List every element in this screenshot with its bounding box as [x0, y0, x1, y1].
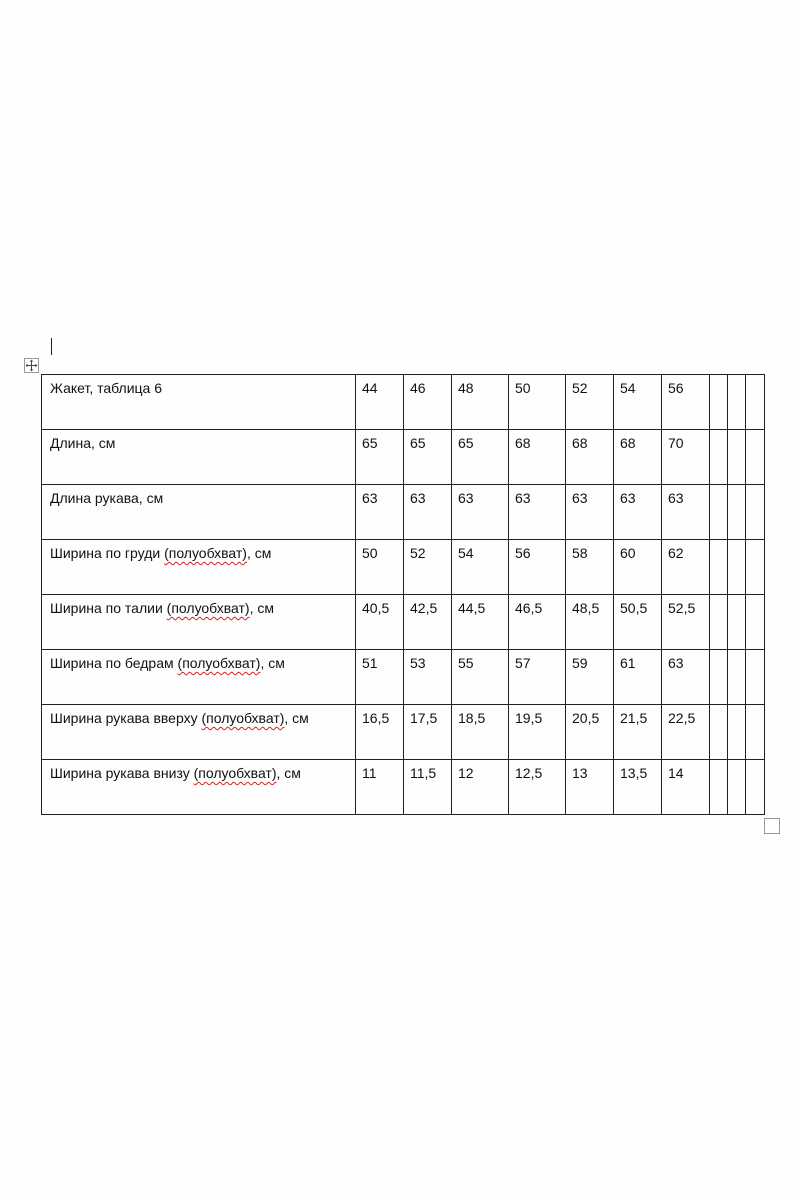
- empty-cell[interactable]: [746, 650, 765, 705]
- size-value-cell[interactable]: 22,5: [662, 705, 710, 760]
- table-row: [42, 595, 765, 650]
- size-value-cell[interactable]: 68: [614, 430, 662, 485]
- spellcheck-flagged-word: (полуобхват): [177, 655, 261, 671]
- empty-cell[interactable]: [710, 760, 728, 815]
- table-row: [42, 375, 765, 430]
- size-value-cell[interactable]: 11,5: [404, 760, 452, 815]
- size-value-cell[interactable]: 63: [356, 485, 404, 540]
- size-value-cell[interactable]: 58: [566, 540, 614, 595]
- size-value-cell[interactable]: 42,5: [404, 595, 452, 650]
- size-value-cell[interactable]: 68: [566, 430, 614, 485]
- size-value-cell[interactable]: 63: [614, 485, 662, 540]
- size-value-cell[interactable]: 20,5: [566, 705, 614, 760]
- row-label-cell[interactable]: [42, 375, 356, 430]
- row-label: , см: [260, 655, 285, 671]
- table-resize-handle-icon[interactable]: [764, 818, 780, 834]
- row-label: Ширина по талии: [50, 600, 167, 616]
- empty-cell[interactable]: [746, 430, 765, 485]
- size-value-cell[interactable]: 12: [452, 760, 509, 815]
- row-label-cell[interactable]: [42, 540, 356, 595]
- size-value-cell[interactable]: 65: [356, 430, 404, 485]
- size-value-cell[interactable]: 44: [356, 375, 404, 430]
- row-label: Ширина по груди: [50, 545, 165, 561]
- size-value-cell[interactable]: 40,5: [356, 595, 404, 650]
- empty-cell[interactable]: [728, 595, 746, 650]
- table-row: [42, 760, 765, 815]
- size-value-cell[interactable]: 62: [662, 540, 710, 595]
- size-value-cell[interactable]: 61: [614, 650, 662, 705]
- size-value-cell[interactable]: 17,5: [404, 705, 452, 760]
- row-label: , см: [284, 710, 309, 726]
- empty-cell[interactable]: [710, 540, 728, 595]
- row-label-cell[interactable]: [42, 595, 356, 650]
- size-value-cell[interactable]: 16,5: [356, 705, 404, 760]
- size-value-cell[interactable]: 51: [356, 650, 404, 705]
- row-label: , см: [249, 600, 274, 616]
- table-body: [42, 375, 765, 815]
- row-label: Длина рукава, см: [50, 490, 164, 506]
- size-value-cell[interactable]: 52: [566, 375, 614, 430]
- row-label-cell[interactable]: [42, 430, 356, 485]
- table-row: [42, 705, 765, 760]
- size-value-cell[interactable]: 53: [404, 650, 452, 705]
- empty-cell[interactable]: [746, 485, 765, 540]
- empty-cell[interactable]: [728, 540, 746, 595]
- row-label: Ширина рукава вверху: [50, 710, 202, 726]
- empty-cell[interactable]: [746, 760, 765, 815]
- size-value-cell[interactable]: 65: [404, 430, 452, 485]
- row-label-cell[interactable]: [42, 485, 356, 540]
- spellcheck-flagged-word: (полуобхват): [164, 545, 247, 561]
- empty-cell[interactable]: [728, 375, 746, 430]
- empty-cell[interactable]: [710, 430, 728, 485]
- size-value-cell[interactable]: 44,5: [452, 595, 509, 650]
- size-value-cell[interactable]: 54: [452, 540, 509, 595]
- size-value-cell[interactable]: 46: [404, 375, 452, 430]
- table-move-handle-icon[interactable]: [24, 358, 39, 373]
- table-row: [42, 540, 765, 595]
- empty-cell[interactable]: [710, 705, 728, 760]
- size-value-cell[interactable]: 14: [662, 760, 710, 815]
- size-value-cell[interactable]: 50: [509, 375, 566, 430]
- empty-cell[interactable]: [746, 595, 765, 650]
- row-label-cell[interactable]: [42, 760, 356, 815]
- size-value-cell[interactable]: 50,5: [614, 595, 662, 650]
- size-value-cell[interactable]: 56: [662, 375, 710, 430]
- size-value-cell[interactable]: 63: [566, 485, 614, 540]
- table-row: [42, 650, 765, 705]
- size-value-cell[interactable]: 54: [614, 375, 662, 430]
- size-value-cell[interactable]: 63: [452, 485, 509, 540]
- row-label: Ширина по бедрам: [50, 655, 178, 671]
- row-label: Жакет, таблица 6: [50, 380, 163, 396]
- empty-cell[interactable]: [728, 705, 746, 760]
- size-value-cell[interactable]: 46,5: [509, 595, 566, 650]
- empty-cell[interactable]: [728, 650, 746, 705]
- size-value-cell[interactable]: 63: [662, 485, 710, 540]
- size-value-cell[interactable]: 60: [614, 540, 662, 595]
- empty-cell[interactable]: [728, 430, 746, 485]
- empty-cell[interactable]: [746, 375, 765, 430]
- table-row: [42, 485, 765, 540]
- table-row: [42, 430, 765, 485]
- size-value-cell[interactable]: 21,5: [614, 705, 662, 760]
- size-value-cell[interactable]: 52,5: [662, 595, 710, 650]
- size-value-cell[interactable]: 48: [452, 375, 509, 430]
- spellcheck-flagged-word: (полуобхват): [193, 765, 277, 781]
- size-value-cell[interactable]: 52: [404, 540, 452, 595]
- empty-cell[interactable]: [710, 650, 728, 705]
- size-value-cell[interactable]: 63: [662, 650, 710, 705]
- spellcheck-flagged-word: (полуобхват): [201, 710, 285, 726]
- row-label-cell[interactable]: [42, 705, 356, 760]
- row-label: , см: [246, 545, 272, 561]
- empty-cell[interactable]: [710, 375, 728, 430]
- row-label: Длина, см: [50, 435, 116, 451]
- size-value-cell[interactable]: 57: [509, 650, 566, 705]
- empty-cell[interactable]: [728, 485, 746, 540]
- size-value-cell[interactable]: 68: [509, 430, 566, 485]
- size-value-cell[interactable]: 70: [662, 430, 710, 485]
- size-value-cell[interactable]: 11: [356, 760, 404, 815]
- row-label-cell[interactable]: [42, 650, 356, 705]
- empty-cell[interactable]: [746, 705, 765, 760]
- empty-cell[interactable]: [728, 760, 746, 815]
- size-value-cell[interactable]: 59: [566, 650, 614, 705]
- size-value-cell[interactable]: 55: [452, 650, 509, 705]
- row-label: , см: [276, 765, 301, 781]
- size-value-cell[interactable]: 19,5: [509, 705, 566, 760]
- size-value-cell[interactable]: 50: [356, 540, 404, 595]
- empty-cell[interactable]: [746, 540, 765, 595]
- size-value-cell[interactable]: 48,5: [566, 595, 614, 650]
- size-value-cell[interactable]: 12,5: [509, 760, 566, 815]
- size-value-cell[interactable]: 63: [404, 485, 452, 540]
- text-cursor: [51, 338, 52, 355]
- size-value-cell[interactable]: 56: [509, 540, 566, 595]
- empty-cell[interactable]: [710, 595, 728, 650]
- row-label: Ширина рукава внизу: [50, 765, 194, 781]
- empty-cell[interactable]: [710, 485, 728, 540]
- size-value-cell[interactable]: 13,5: [614, 760, 662, 815]
- size-value-cell[interactable]: 13: [566, 760, 614, 815]
- size-value-cell[interactable]: 65: [452, 430, 509, 485]
- size-value-cell[interactable]: 63: [509, 485, 566, 540]
- size-table: [41, 374, 765, 815]
- size-value-cell[interactable]: 18,5: [452, 705, 509, 760]
- spellcheck-flagged-word: (полуобхват): [166, 600, 250, 616]
